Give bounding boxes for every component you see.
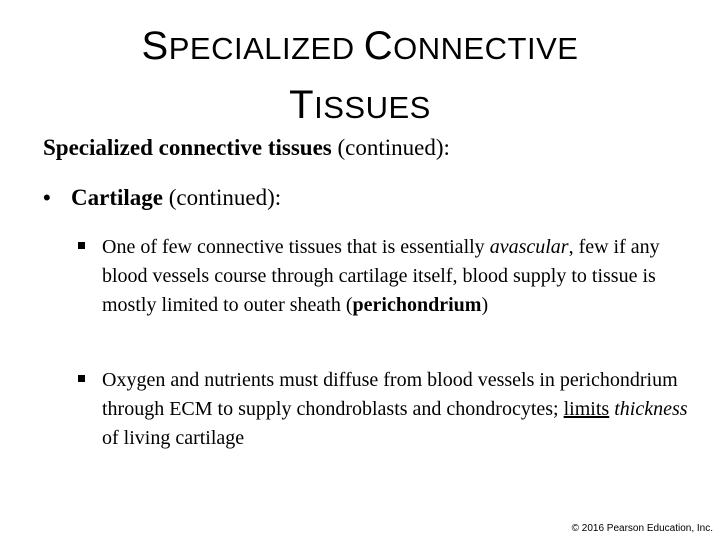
lead-rest: (continued):: [331, 135, 450, 160]
title-smallcaps: ONNECTIVE: [393, 31, 579, 66]
title-cap: S: [141, 24, 169, 68]
bullet-text: [71, 184, 281, 212]
square-bullet-icon: [78, 375, 85, 382]
bold-run: perichondrium: [352, 294, 482, 316]
text-run: One of few connective tissues that is essentially: [102, 236, 490, 258]
copyright-footer: © 2016 Pearson Education, Inc.: [571, 523, 713, 534]
underline-run: limits: [563, 398, 610, 420]
title-cap: T: [289, 83, 315, 127]
lead-heading: [43, 134, 450, 162]
title-smallcaps: PECIALIZED: [168, 31, 364, 66]
text-run: of living cartilage: [102, 427, 245, 449]
sub-bullet-text: [102, 233, 688, 320]
italic-run: avascular: [489, 236, 569, 258]
bullet-marker: •: [43, 185, 51, 210]
bullet-rest: (continued):: [162, 185, 282, 210]
text-run: ): [481, 294, 489, 316]
title-cap: C: [363, 24, 394, 68]
title-line-2: [0, 77, 720, 136]
lead-bold: Specialized connective tissues: [43, 135, 332, 160]
slide-title: [0, 18, 720, 136]
sub-bullet-diffusion: [78, 366, 688, 453]
bullet-bold: Cartilage: [71, 185, 163, 210]
text-run: Oxygen and nutrients must diffuse from blood vessels in perichondrium through ECM to supply chondroblasts and chondrocytes;: [102, 369, 678, 420]
sub-bullet-avascular: [78, 233, 688, 320]
square-bullet-icon: [78, 242, 85, 249]
title-line-1: [0, 18, 720, 77]
text-run: , few if any blood vessels course through cartilage itself, blood supply to tissue is mostly limited to outer sheath (: [102, 236, 660, 316]
title-smallcaps: ISSUES: [314, 90, 431, 125]
sub-bullet-text: [102, 366, 688, 453]
italic-run: thickness: [614, 398, 688, 420]
